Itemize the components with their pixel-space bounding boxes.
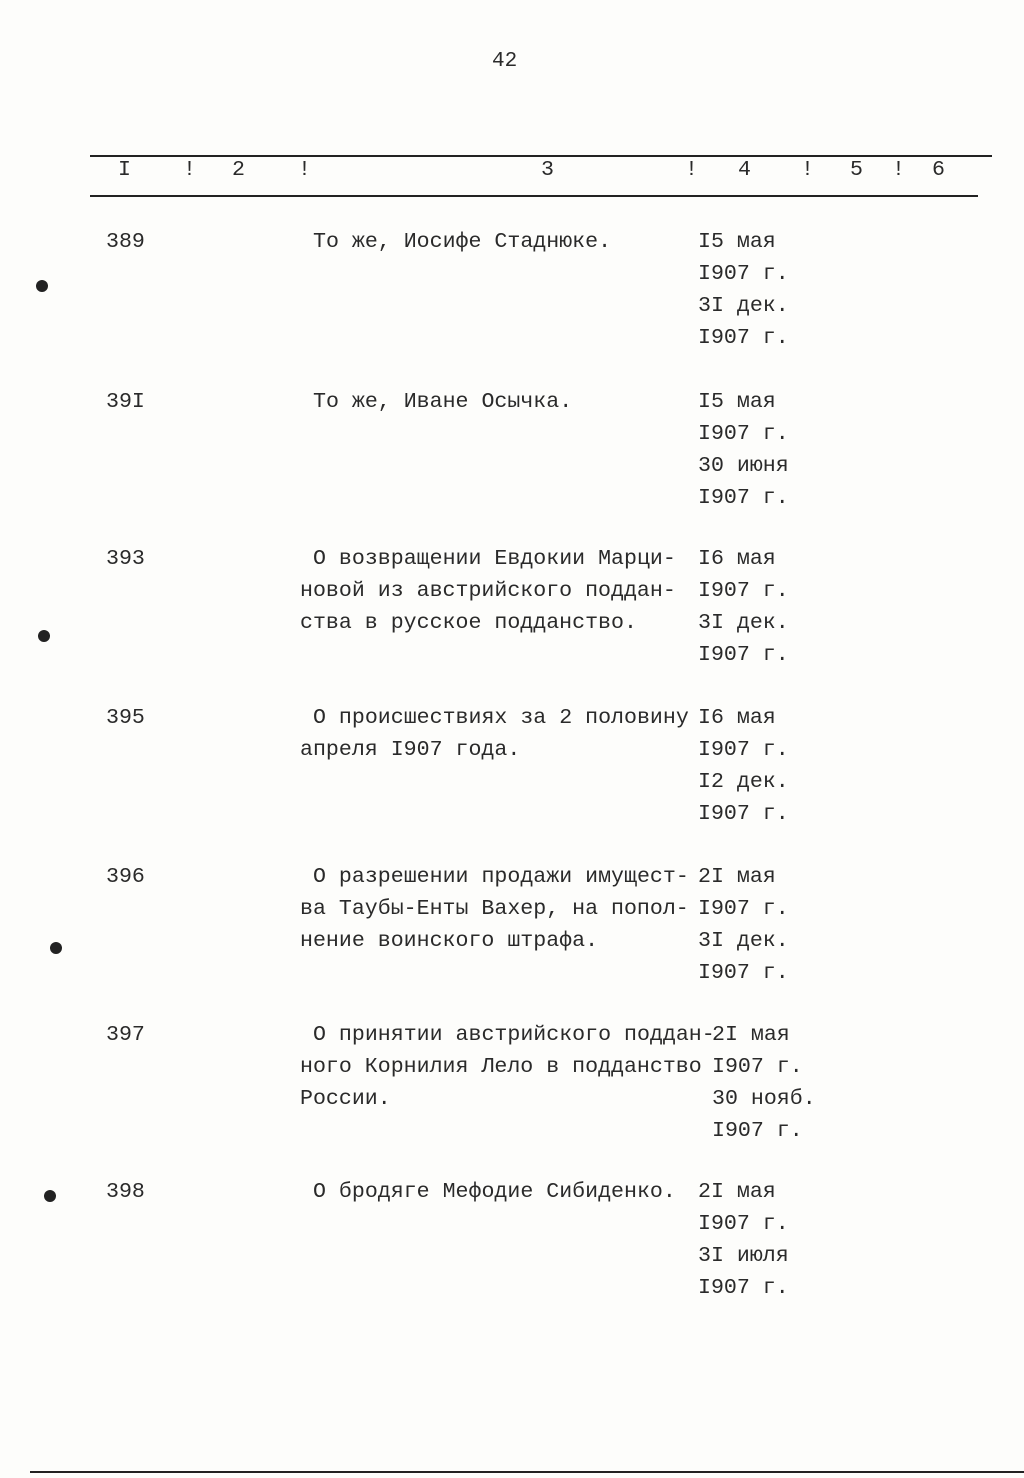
entry-description [300, 226, 611, 258]
header-separator: ! [298, 158, 311, 182]
date-line: 3I дек. [698, 929, 789, 953]
entry-description [300, 543, 676, 639]
header-col-1: I [118, 158, 131, 182]
date-line: I907 г. [698, 802, 789, 826]
header-col-3: 3 [541, 158, 554, 182]
header-separator: ! [183, 158, 196, 182]
date-line: I907 г. [698, 486, 789, 510]
header-col-2: 2 [232, 158, 245, 182]
description-line: О возвращении Евдокии Марци- [313, 547, 676, 571]
header-separator: ! [801, 158, 814, 182]
punch-hole-mark [38, 630, 50, 642]
date-line: 30 июня [698, 454, 789, 478]
date-line: 2I мая [698, 1180, 776, 1204]
date-line: 3I дек. [698, 294, 789, 318]
entry-number: 396 [106, 865, 145, 889]
entry-number: 39I [106, 390, 145, 414]
punch-hole-mark [50, 942, 62, 954]
header-bottom-rule [90, 195, 978, 197]
punch-hole-mark [44, 1190, 56, 1202]
date-line: I5 мая [698, 390, 776, 414]
description-line: О разрешении продажи имущест- [313, 865, 689, 889]
description-line: новой из австрийского поддан- [300, 579, 676, 603]
description-line: апреля I907 года. [300, 738, 521, 762]
entry-description [300, 861, 689, 957]
page-bottom-rule [30, 1471, 1024, 1473]
header-top-rule [90, 155, 992, 157]
header-col-6: 6 [932, 158, 945, 182]
date-line: I907 г. [698, 1276, 789, 1300]
date-line: 3I июля [698, 1244, 789, 1268]
date-line: I5 мая [698, 230, 776, 254]
entry-number: 389 [106, 230, 145, 254]
description-line: О принятии австрийского поддан- [313, 1023, 715, 1047]
header-separator: ! [892, 158, 905, 182]
entry-dates [698, 226, 789, 354]
date-line: I907 г. [698, 422, 789, 446]
entry-number: 395 [106, 706, 145, 730]
date-line: I907 г. [698, 643, 789, 667]
date-line: I907 г. [698, 1212, 789, 1236]
description-line: О происшествиях за 2 половину [313, 706, 689, 730]
date-line: I907 г. [698, 897, 789, 921]
date-line: I907 г. [698, 579, 789, 603]
entry-dates [698, 543, 789, 671]
header-separator: ! [685, 158, 698, 182]
date-line: 30 нояб. [712, 1087, 816, 1111]
entry-description [300, 386, 572, 418]
header-col-5: 5 [850, 158, 863, 182]
entry-description [300, 1019, 715, 1115]
entry-dates [712, 1019, 816, 1147]
date-line: I907 г. [698, 326, 789, 350]
description-line: О бродяге Мефодие Сибиденко. [313, 1180, 676, 1204]
date-line: I907 г. [712, 1119, 803, 1143]
description-line: ного Корнилия Лело в подданство [300, 1055, 702, 1079]
date-line: I6 мая [698, 706, 776, 730]
punch-hole-mark [36, 280, 48, 292]
date-line: I907 г. [698, 738, 789, 762]
entry-dates [698, 861, 789, 989]
date-line: I907 г. [698, 262, 789, 286]
entry-number: 393 [106, 547, 145, 571]
date-line: I6 мая [698, 547, 776, 571]
entry-dates [698, 702, 789, 830]
entry-dates [698, 1176, 789, 1304]
date-line: I907 г. [712, 1055, 803, 1079]
entry-description [300, 702, 689, 766]
date-line: I907 г. [698, 961, 789, 985]
description-line: ва Таубы-Енты Вахер, на попол- [300, 897, 689, 921]
date-line: 3I дек. [698, 611, 789, 635]
description-line: ства в русское подданство. [300, 611, 637, 635]
entry-dates [698, 386, 789, 514]
description-line: То же, Иосифе Стаднюке. [313, 230, 612, 254]
date-line: I2 дек. [698, 770, 789, 794]
header-col-4: 4 [738, 158, 751, 182]
description-line: нение воинского штрафа. [300, 929, 599, 953]
entry-description [300, 1176, 676, 1208]
entry-number: 398 [106, 1180, 145, 1204]
description-line: То же, Иване Осычка. [313, 390, 573, 414]
date-line: 2I мая [698, 865, 776, 889]
description-line: России. [300, 1087, 391, 1111]
page-number: 42 [492, 50, 518, 73]
entry-number: 397 [106, 1023, 145, 1047]
date-line: 2I мая [712, 1023, 790, 1047]
